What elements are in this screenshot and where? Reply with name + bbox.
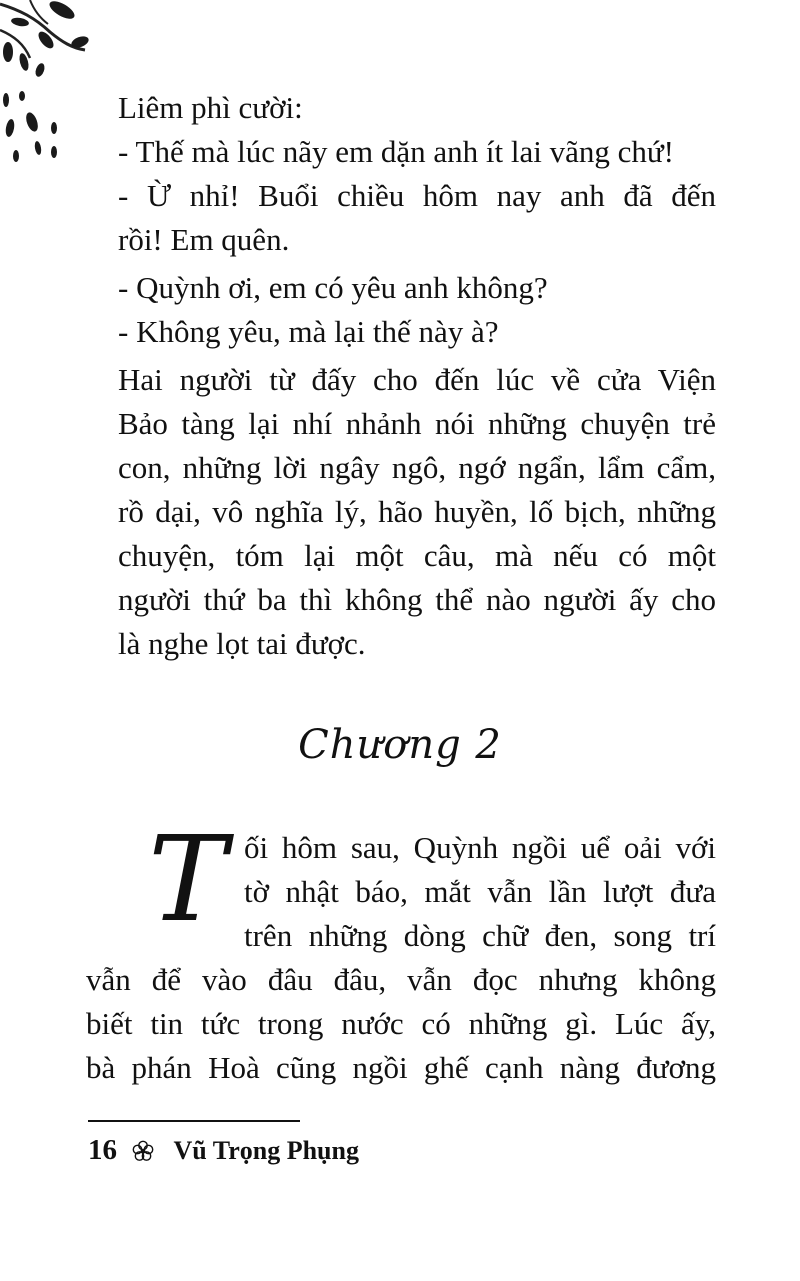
text-line: - Thế mà lúc nãy em dặn anh ít lai vãng chứ! <box>118 134 674 169</box>
chapter-text <box>86 826 716 1090</box>
text-line: tờ nhật báo, mắt vẫn lần lượt đưa <box>244 874 716 909</box>
page-footer <box>88 1132 359 1168</box>
text-line: Hai người từ đấy cho đến lúc về cửa Viện <box>118 362 716 397</box>
text-line: - Ừ nhỉ! Buổi chiều hôm nay anh đã đến <box>118 178 716 213</box>
text-line: vẫn để vào đâu đâu, vẫn đọc nhưng không <box>86 962 716 997</box>
text-line: Bảo tàng lại nhí nhảnh nói những chuyện trẻ <box>118 406 716 441</box>
text-line: rồ dại, vô nghĩa lý, hão huyền, lố bịch, những <box>118 494 716 529</box>
text-line: trên những dòng chữ đen, song trí <box>244 918 716 953</box>
text-line: là nghe lọt tai được. <box>118 626 366 661</box>
body-text <box>118 86 716 666</box>
text-line: - Không yêu, mà lại thế này à? <box>118 314 499 349</box>
text-line: rồi! Em quên. <box>118 222 290 257</box>
text-line: Liêm phì cười: <box>118 90 303 125</box>
footer-rule <box>88 1120 300 1122</box>
text-line: - Quỳnh ơi, em có yêu anh không? <box>118 270 548 305</box>
text-line: con, những lời ngây ngô, ngớ ngẩn, lẩm cẩm, <box>118 450 716 485</box>
text-line: bà phán Hoà cũng ngồi ghế cạnh nàng đương <box>86 1050 716 1085</box>
author-name: Vũ Trọng Phụng <box>173 1136 359 1165</box>
flower-icon <box>132 1140 154 1162</box>
text-line: chuyện, tóm lại một câu, mà nếu có một <box>118 538 716 573</box>
page-number: 16 <box>88 1134 117 1166</box>
text-line: ối hôm sau, Quỳnh ngồi uể oải với <box>244 830 716 865</box>
chapter-title: Chương 2 <box>298 722 502 768</box>
vine-ornament <box>0 0 95 175</box>
text-line: biết tin tức trong nước có những gì. Lúc ấy, <box>86 1006 716 1041</box>
text-line: người thứ ba thì không thể nào người ấy cho <box>118 582 716 617</box>
drop-cap-letter: T <box>148 810 227 948</box>
